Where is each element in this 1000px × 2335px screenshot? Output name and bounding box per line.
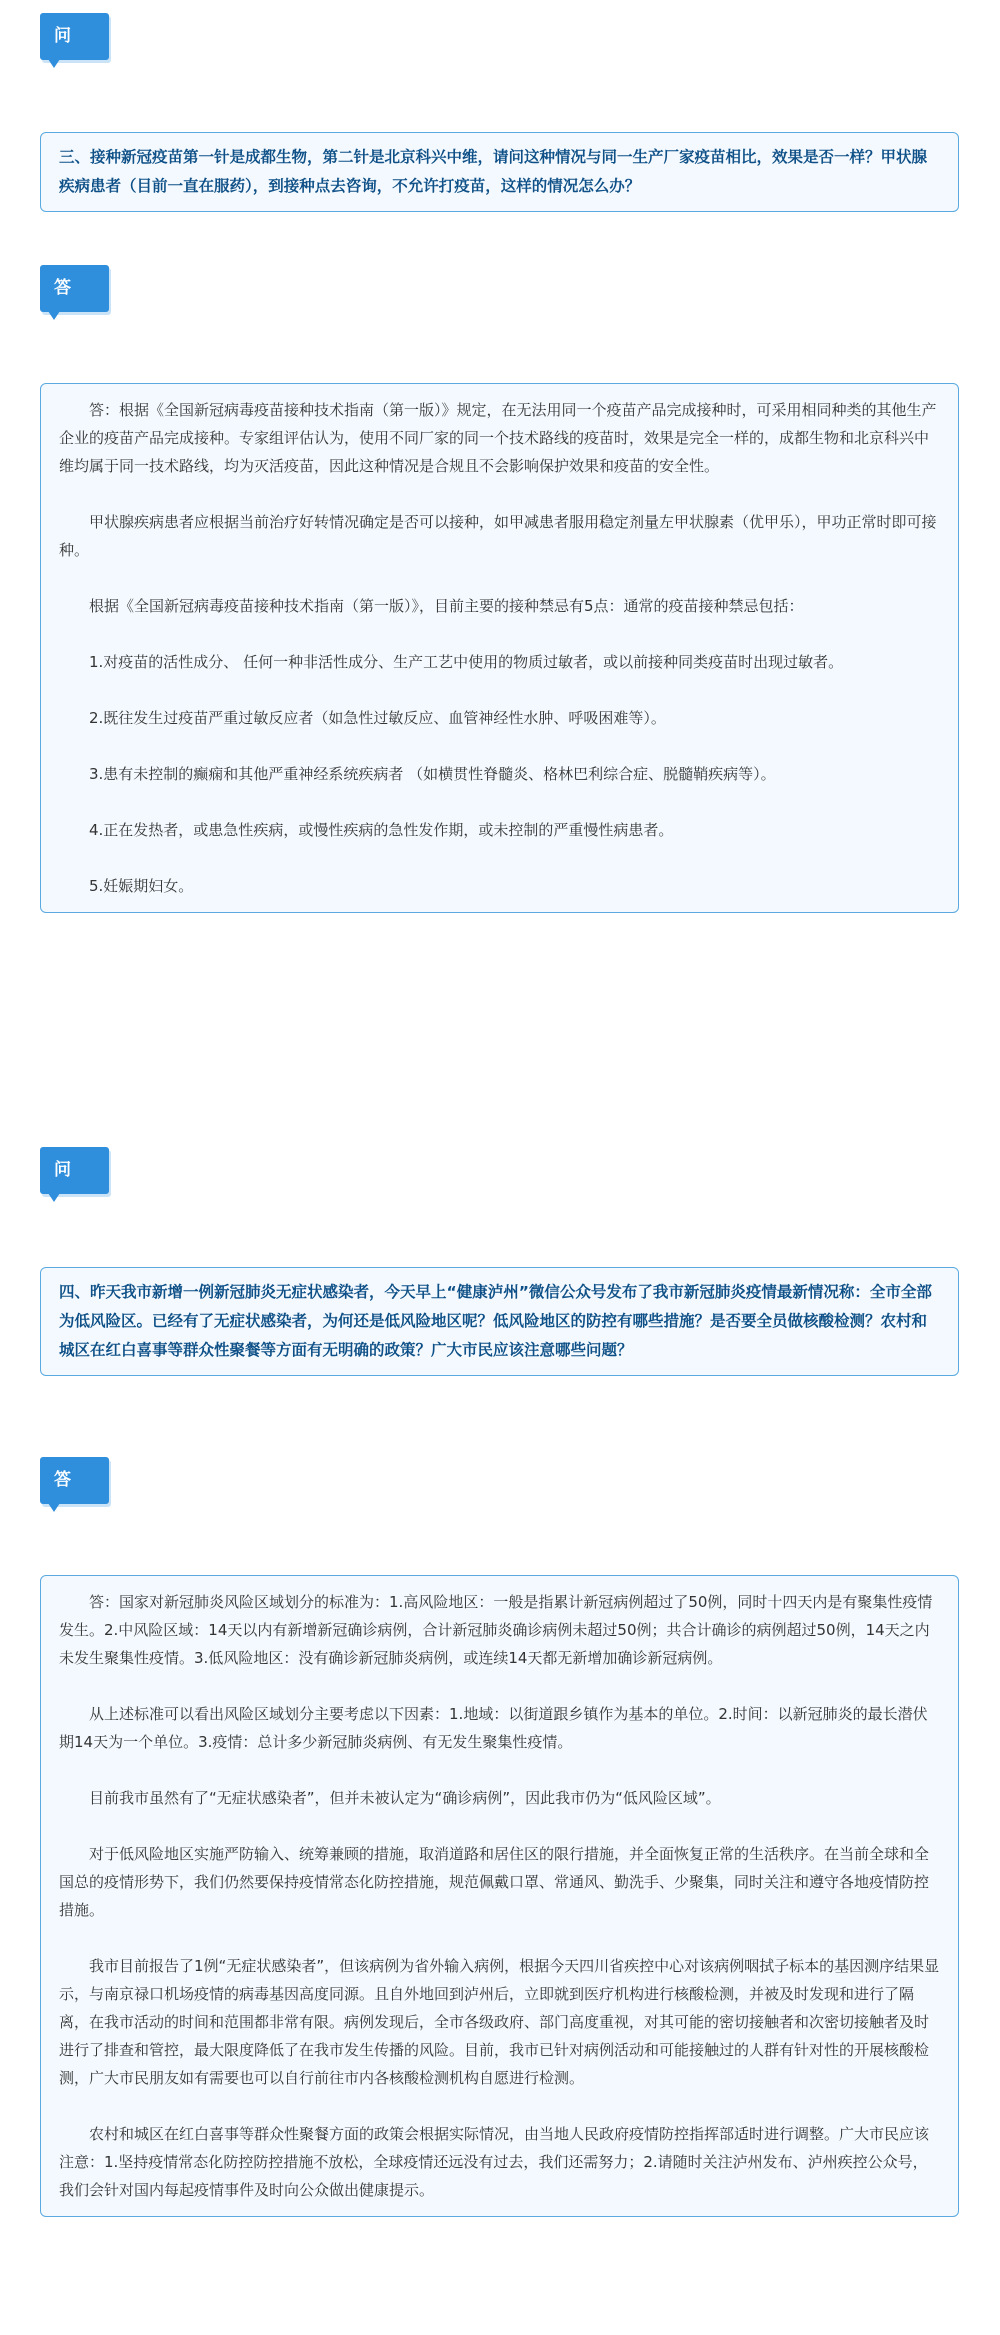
answer-paragraph: 目前我市虽然有了“无症状感染者”，但并未被认定为“确诊病例”，因此我市仍为“低风险区域”。 (89, 1789, 721, 1807)
answer-paragraph: 1.对疫苗的活性成分、 任何一种非活性成分、生产工艺中使用的物质过敏者，或以前接种同类疫苗时出现过敏者。 (89, 653, 844, 671)
answer-paragraph: 答：根据《全国新冠病毒疫苗接种技术指南（第一版）》规定，在无法用同一个疫苗产品完成接种时，可采用相同种类的其他生产企业的疫苗产品完成接种。专家组评估认为，使用不同厂家的同一个技术路线的疫苗时，效果是完全一样的，成都生物和北京科兴中维均属于同一技术路线，均为灭活疫苗，因此这种情况是合规且不会影响保护效果和疫苗的安全性。 (59, 401, 937, 475)
answer-box (40, 383, 959, 913)
question-tag: 问 (40, 1147, 109, 1194)
answer-paragraph: 我市目前报告了1例“无症状感染者”，但该病例为省外输入病例，根据今天四川省疾控中心对该病例咽拭子标本的基因测序结果显示，与南京禄口机场疫情的病毒基因高度同源。且自外地回到泸州后，立即就到医疗机构进行核酸检测，并被及时发现和进行了隔离，在我市活动的时间和范围都非常有限。病例发现后，全市各级政府、部门高度重视，对其可能的密切接触者和次密切接触者及时进行了排查和管控，最大限度降低了在我市发生传播的风险。目前，我市已针对病例活动和可能接触过的人群有针对性的开展核酸检测，广大市民朋友如有需要也可以自行前往市内各核酸检测机构自愿进行检测。 (59, 1957, 940, 2087)
answer-paragraph: 根据《全国新冠病毒疫苗接种技术指南（第一版）》，目前主要的接种禁忌有5点：通常的疫苗接种禁忌包括： (89, 597, 804, 615)
answer-tag: 答 (40, 1457, 109, 1504)
answer-paragraph: 5.妊娠期妇女。 (89, 877, 194, 895)
question-text: 三、接种新冠疫苗第一针是成都生物，第二针是北京科兴中维，请问这种情况与同一生产厂家疫苗相比，效果是否一样？甲状腺疾病患者（目前一直在服药），到接种点去咨询，不允许打疫苗，这样的情况怎么办？ (59, 148, 928, 195)
answer-paragraph: 2.既往发生过疫苗严重过敏反应者（如急性过敏反应、血管神经性水肿、呼吸困难等）。 (89, 709, 666, 727)
answer-paragraph: 答：国家对新冠肺炎风险区域划分的标准为：1.高风险地区：一般是指累计新冠病例超过了50例，同时十四天内是有聚集性疫情发生。2.中风险区域：14天以内有新增新冠确诊病例，合计新冠肺炎确诊病例未超过50例；共合计确诊的病例超过50例，14天之内未发生聚集性疫情。3.低风险地区：没有确诊新冠肺炎病例，或连续14天都无新增加确诊新冠病例。 (59, 1593, 933, 1667)
answer-paragraph: 4.正在发热者，或患急性疾病，或慢性疾病的急性发作期，或未控制的严重慢性病患者。 (89, 821, 674, 839)
answer-paragraph: 从上述标准可以看出风险区域划分主要考虑以下因素：1.地域：以街道跟乡镇作为基本的单位。2.时间：以新冠肺炎的最长潜伏期14天为一个单位。3.疫情：总计多少新冠肺炎病例、有无发生聚集性疫情。 (59, 1705, 928, 1751)
question-box (40, 1267, 959, 1376)
answer-paragraph: 对于低风险地区实施严防输入、统筹兼顾的措施，取消道路和居住区的限行措施，并全面恢复正常的生活秩序。在当前全球和全国总的疫情形势下，我们仍然要保持疫情常态化防控措施，规范佩戴口罩、常通风、勤洗手、少聚集，同时关注和遵守各地疫情防控措施。 (59, 1845, 930, 1919)
question-box (40, 132, 959, 212)
answer-paragraph: 3.患有未控制的癫痫和其他严重神经系统疾病者 （如横贯性脊髓炎、格林巴利综合症、脱髓鞘疾病等）。 (89, 765, 776, 783)
question-tag: 问 (40, 13, 109, 60)
answer-box (40, 1575, 959, 2217)
answer-paragraph: 农村和城区在红白喜事等群众性聚餐方面的政策会根据实际情况，由当地人民政府疫情防控指挥部适时进行调整。广大市民应该注意：1.坚持疫情常态化防控防控措施不放松，全球疫情还远没有过去，我们还需努力；2.请随时关注泸州发布、泸州疾控公众号，我们会针对国内每起疫情事件及时向公众做出健康提示。 (59, 2125, 930, 2199)
answer-tag: 答 (40, 265, 109, 312)
answer-paragraph: 甲状腺疾病患者应根据当前治疗好转情况确定是否可以接种，如甲减患者服用稳定剂量左甲状腺素（优甲乐），甲功正常时即可接种。 (59, 513, 937, 559)
question-text: 四、昨天我市新增一例新冠肺炎无症状感染者，今天早上“健康泸州”微信公众号发布了我市新冠肺炎疫情最新情况称：全市全部为低风险区。已经有了无症状感染者，为何还是低风险地区呢？低风险地区的防控有哪些措施？是否要全员做核酸检测？农村和城区在红白喜事等群众性聚餐等方面有无明确的政策？广大市民应该注意哪些问题？ (59, 1283, 932, 1359)
